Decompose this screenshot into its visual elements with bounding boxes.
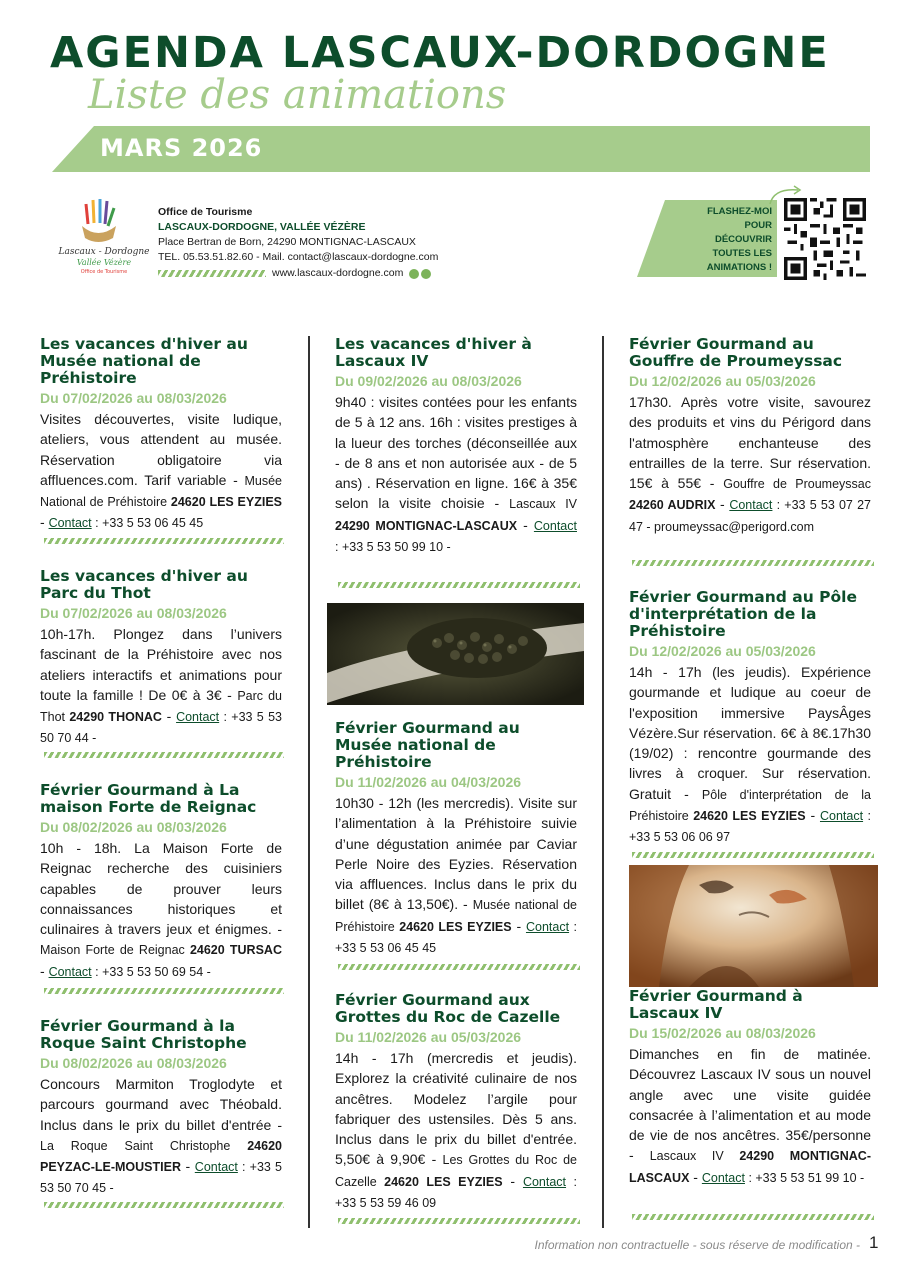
event-venue: Lascaux IV	[649, 1149, 740, 1164]
disclaimer: Information non contractuelle - sous réserve de modification -	[534, 1238, 860, 1252]
hands-icon	[82, 199, 116, 242]
contact-link[interactable]: Contact	[729, 498, 773, 513]
facebook-icon[interactable]	[409, 269, 419, 279]
separator	[44, 752, 284, 758]
event-town: 24260 AUDRIX	[629, 498, 716, 513]
event-desc-text: 10h - 18h. La Maison Forte de Reignac recherche des cuisiniers capables de prouver leurs connaissances historiques et culinaires à travers jeux et énigmes. -	[40, 840, 282, 938]
event-card	[335, 992, 577, 1213]
event-title: Février Gourmand aux Grottes du Roc de Cazelle	[335, 991, 561, 1026]
event-desc-text: 9h40 : visites contées pour les enfants de 5 à 12 ans. 16h : visites prestiges à la lueur des torches (déconseillée aux - de 8 ans et non autorisée aux - de 5 ans) . Réservation en ligne. 16€ à 35€ selon la visite choisie -	[335, 394, 577, 512]
event-town: 24620 PEYZAC-LE-MOUSTIER	[40, 1138, 282, 1175]
event-town: 24620 LES EYZIES	[693, 809, 806, 824]
event-venue: Maison Forte de Reignac	[40, 943, 190, 958]
column-divider	[602, 336, 604, 1228]
event-phone: : +33 5 53 50 70 45 -	[40, 1160, 282, 1196]
event-date: Du 07/02/2026 au 08/03/2026	[40, 605, 227, 621]
flash-line: DÉCOUVRIR	[714, 234, 772, 245]
separator	[338, 1218, 580, 1224]
event-title: Février Gourmand à Lascaux IV	[629, 987, 803, 1022]
event-desc-text: 10h30 - 12h (les mercredis). Visite sur l’alimentation à la Préhistoire suivie d’une dégustation animée par Caviar Perle Noire des Eyzies. Réservation via affluences. Inclus dans le prix du billet (8€ à 13,50€). -	[335, 795, 577, 913]
event-card	[629, 988, 871, 1188]
flash-line: FLASHEZ-MOI	[707, 206, 772, 217]
separator	[632, 1214, 874, 1220]
event-desc-text: 17h30. Après votre visite, savourez des produits et vins du Périgord dans l'atmosphère enchanteuse des entrailles de la terre. Sur réservation. 15€ à 55€ -	[629, 394, 871, 492]
caviar-photo	[327, 603, 584, 705]
qr-code-icon[interactable]	[784, 198, 866, 280]
contact-link[interactable]: Contact	[533, 518, 577, 533]
cave-photo	[629, 865, 878, 987]
event-date: Du 08/02/2026 au 08/03/2026	[40, 1055, 227, 1071]
separator	[632, 852, 874, 858]
event-venue: Gouffre de Proumeyssac	[723, 477, 871, 492]
event-phone: : +33 5 53 50 70 44 -	[40, 710, 282, 746]
event-title: Février Gourmand à La maison Forte de Reignac	[40, 781, 257, 816]
event-town: 24620 LES EYZIES	[170, 495, 282, 510]
office-website[interactable]: www.lascaux-dordogne.com	[272, 267, 404, 279]
event-card	[40, 782, 282, 982]
event-venue: Parc du Thot	[40, 688, 282, 725]
event-card	[40, 568, 282, 749]
social-icons	[409, 269, 431, 279]
separator	[338, 964, 580, 970]
contact-link[interactable]: Contact	[525, 919, 570, 934]
contact-link[interactable]: Contact	[522, 1174, 567, 1189]
event-venue: La Roque Saint Christophe	[40, 1138, 248, 1153]
event-date: Du 08/02/2026 au 08/03/2026	[40, 819, 227, 835]
event-title: Les vacances d'hiver à Lascaux IV	[335, 335, 532, 370]
event-date: Du 12/02/2026 au 05/03/2026	[629, 373, 816, 389]
event-title: Février Gourmand au Gouffre de Proumeyssac	[629, 335, 843, 370]
event-venue: Lascaux IV	[509, 497, 577, 512]
event-venue: Les Grottes du Roc de Cazelle	[335, 1153, 577, 1189]
event-description: 17h30. Après votre visite, savourez des produits et vins du Périgord dans l'atmosphère enchanteuse des entrailles de la terre. Sur réservation. 15€ à 55€ - Gouffre de Proumeyssac 24260 AUDRIX - Contact : +33 5 53 07 27 47 - proumeyssac@perigord.com	[629, 394, 871, 534]
event-phone: : +33 5 53 06 06 97	[629, 809, 871, 845]
event-town: 24620 LES EYZIES	[399, 919, 512, 934]
event-town: 24290 MONTIGNAC-LASCAUX	[335, 518, 518, 533]
event-description: Concours Marmiton Troglodyte et parcours gourmand avec Théobald. Inclus dans le prix du billet d'entrée - La Roque Saint Christophe 24620 PEYZAC-LE-MOUSTIER - Contact : +33 5 53 50 70 45 -	[40, 1076, 282, 1196]
event-date: Du 15/02/2026 au 08/03/2026	[629, 1025, 816, 1041]
event-phone: : +33 5 53 50 69 54 -	[91, 964, 211, 979]
event-description: Dimanches en fin de matinée. Découvrez Lascaux IV sous un nouvel angle avec une visite guidée consacrée à l’alimentation et au mode de vie de nos ancêtres. 35€/personne - Lascaux IV 24290 MONTIGNAC-LASCAUX - Contact : +33 5 53 51 99 10 -	[629, 1046, 871, 1185]
event-card	[335, 336, 577, 557]
event-phone: : +33 5 53 51 99 10 -	[744, 1170, 865, 1185]
separator	[338, 582, 580, 588]
flash-line: TOUTES LES	[712, 248, 772, 259]
office-web-row	[158, 266, 438, 281]
event-desc-text: 10h-17h. Plongez dans l’univers fascinant de la Préhistoire avec nos ateliers interactifs et animations pour toute la famille ! De 0€ à 3€ -	[40, 626, 282, 703]
event-phone: : +33 5 53 59 46 09	[335, 1174, 577, 1211]
event-card	[40, 336, 282, 534]
event-venue: Musée national de Préhistoire	[335, 898, 577, 934]
office-title: Office de Tourisme	[158, 206, 253, 218]
event-desc-text: 14h - 17h (mercredis et jeudis). Explorez la créativité culinaire de nos ancêtres. Modelez l’argile pour fabriquer des ustensiles. Dès 5 ans. Inclus dans le prix du billet d'entrée. 5,50€ à 9,90€ -	[335, 1050, 577, 1168]
event-date: Du 07/02/2026 au 08/03/2026	[40, 390, 227, 406]
event-title: Février Gourmand au Musée national de Préhistoire	[335, 719, 520, 771]
event-desc-text: Dimanches en fin de matinée. Découvrez Lascaux IV sous un nouvel angle avec une visite guidée consacrée à l’alimentation et au mode de vie de nos ancêtres. 35€/personne -	[629, 1046, 871, 1164]
event-card	[629, 589, 871, 848]
event-description: 9h40 : visites contées pour les enfants de 5 à 12 ans. 16h : visites prestiges à la lueur des torches (déconseillée aux - de 8 ans et non autorisée aux - de 5 ans) . Réservation en ligne. 16€ à 35€ selon la visite choisie - Lascaux IV 24290 MONTIGNAC-LASCAUX - Contact : +33 5 53 50 99 10 -	[335, 394, 577, 555]
event-description: Visites découvertes, visite ludique, ateliers, vous attendent au musée. Réservation obligatoire via affluences.com. Tarif variable - Musée National de Préhistoire 24620 LES EYZIES - Contact : +33 5 53 06 45 45	[40, 411, 282, 531]
event-title: Les vacances d'hiver au Parc du Thot	[40, 567, 248, 602]
page-number: 1	[869, 1233, 879, 1252]
event-phone: : +33 5 53 07 27 47 - proumeyssac@perigord.com	[629, 498, 871, 534]
event-date: Du 09/02/2026 au 08/03/2026	[335, 373, 522, 389]
page-subtitle: Liste des animations	[88, 72, 507, 118]
event-card	[335, 720, 577, 958]
event-title: Février Gourmand à la Roque Saint Christophe	[40, 1017, 247, 1052]
page-title: AGENDA LASCAUX-DORDOGNE	[50, 28, 830, 78]
event-date: Du 11/02/2026 au 05/03/2026	[335, 1029, 522, 1045]
event-phone: : +33 5 53 06 45 45	[335, 919, 577, 956]
office-info	[158, 205, 438, 281]
logo-text: Lascaux - Dordogne	[58, 247, 150, 257]
office-logo	[58, 196, 150, 276]
contact-link[interactable]: Contact	[48, 516, 92, 531]
event-phone: : +33 5 53 06 45 45	[91, 516, 204, 531]
event-description: 14h - 17h (les jeudis). Expérience gourmande et ludique au coeur de l'exposition immersive PaysÂges Vézère.Sur réservation. 6€ à 8€.17h30 (19/02) : rencontre gourmande des livres à croquer. Sur réservation. Gratuit - Pôle d'interprétation de la Préhistoire 24620 LES EYZIES - Contact : +33 5 53 06 06 97	[629, 664, 871, 845]
event-town: 24620 TURSAC	[189, 943, 282, 958]
contact-link[interactable]: Contact	[48, 964, 92, 979]
column-divider	[308, 336, 310, 1228]
contact-link[interactable]: Contact	[176, 710, 220, 725]
contact-link[interactable]: Contact	[701, 1170, 745, 1185]
office-name: LASCAUX-DORDOGNE, VALLÉE VÉZÈRE	[158, 221, 366, 233]
event-description: 10h-17h. Plongez dans l’univers fascinant de la Préhistoire avec nos ateliers interactifs et animations pour toute la famille ! De 0€ à 3€ - Parc du Thot 24290 THONAC - Contact : +33 5 53 50 70 44 -	[40, 626, 282, 746]
event-desc-text: 14h - 17h (les jeudis). Expérience gourmande et ludique au coeur de l'exposition immersive PaysÂges Vézère.Sur réservation. 6€ à 8€.17h30 (19/02) : rencontre gourmande des livres à croquer. Sur réservation. Gratuit -	[629, 664, 871, 802]
separator	[44, 988, 284, 994]
contact-link[interactable]: Contact	[819, 809, 864, 824]
flash-line: ANIMATIONS !	[706, 262, 772, 273]
separator	[44, 1202, 284, 1208]
event-description: 10h30 - 12h (les mercredis). Visite sur l’alimentation à la Préhistoire suivie d’une dégustation animée par Caviar Perle Noire des Eyzies. Réservation via affluences. Inclus dans le prix du billet (8€ à 13,50€). - Musée national de Préhistoire 24620 LES EYZIES - Contact : +33 5 53 06 45 45	[335, 795, 577, 956]
event-description: 14h - 17h (mercredis et jeudis). Explorez la créativité culinaire de nos ancêtres. Modelez l’argile pour fabriquer des ustensiles. Dès 5 ans. Inclus dans le prix du billet d'entrée. 5,50€ à 9,90€ - Les Grottes du Roc de Cazelle 24620 LES EYZIES - Contact : +33 5 53 59 46 09	[335, 1050, 577, 1211]
logo-sub: Vallée Vézère	[76, 258, 132, 267]
office-address: Place Bertran de Born, 24290 MONTIGNAC-LASCAUX	[158, 236, 416, 248]
event-description: 10h - 18h. La Maison Forte de Reignac recherche des cuisiniers capables de prouver leurs connaissances historiques et culinaires à travers jeux et énigmes. - Maison Forte de Reignac 24620 TURSAC - Contact : +33 5 53 50 69 54 -	[40, 840, 282, 979]
decor-stripes	[158, 270, 266, 277]
event-venue: Pôle d'interprétation de la Préhistoire	[629, 787, 871, 824]
instagram-icon[interactable]	[421, 269, 431, 279]
event-desc-text: Visites découvertes, visite ludique, ateliers, vous attendent au musée. Réservation obligatoire via affluences.com. Tarif variable -	[40, 411, 282, 488]
office-contact: TEL. 05.53.51.82.60 - Mail. contact@lascaux-dordogne.com	[158, 251, 439, 263]
event-card	[40, 1018, 282, 1199]
event-town: 24620 LES EYZIES	[384, 1174, 503, 1189]
flash-text	[668, 205, 772, 275]
event-venue: Musée National de Préhistoire	[40, 473, 282, 510]
event-title: Les vacances d'hiver au Musée national de Préhistoire	[40, 335, 248, 387]
month-label: MARS 2026	[100, 134, 263, 162]
event-desc-text: Concours Marmiton Troglodyte et parcours gourmand avec Théobald. Inclus dans le prix du billet d'entrée -	[40, 1076, 282, 1133]
event-town: 24290 THONAC	[69, 710, 162, 725]
event-town: 24290 MONTIGNAC-LASCAUX	[629, 1149, 871, 1185]
logo-caption: Office de Tourisme	[80, 269, 128, 275]
flash-line: POUR	[744, 220, 772, 231]
event-date: Du 12/02/2026 au 05/03/2026	[629, 643, 816, 659]
contact-link[interactable]: Contact	[194, 1160, 238, 1175]
event-phone: : +33 5 53 50 99 10 -	[335, 540, 451, 555]
event-card	[629, 336, 871, 537]
event-date: Du 11/02/2026 au 04/03/2026	[335, 774, 522, 790]
event-title: Février Gourmand au Pôle d'interprétation de la Préhistoire	[629, 588, 857, 640]
separator	[632, 560, 874, 566]
separator	[44, 538, 284, 544]
